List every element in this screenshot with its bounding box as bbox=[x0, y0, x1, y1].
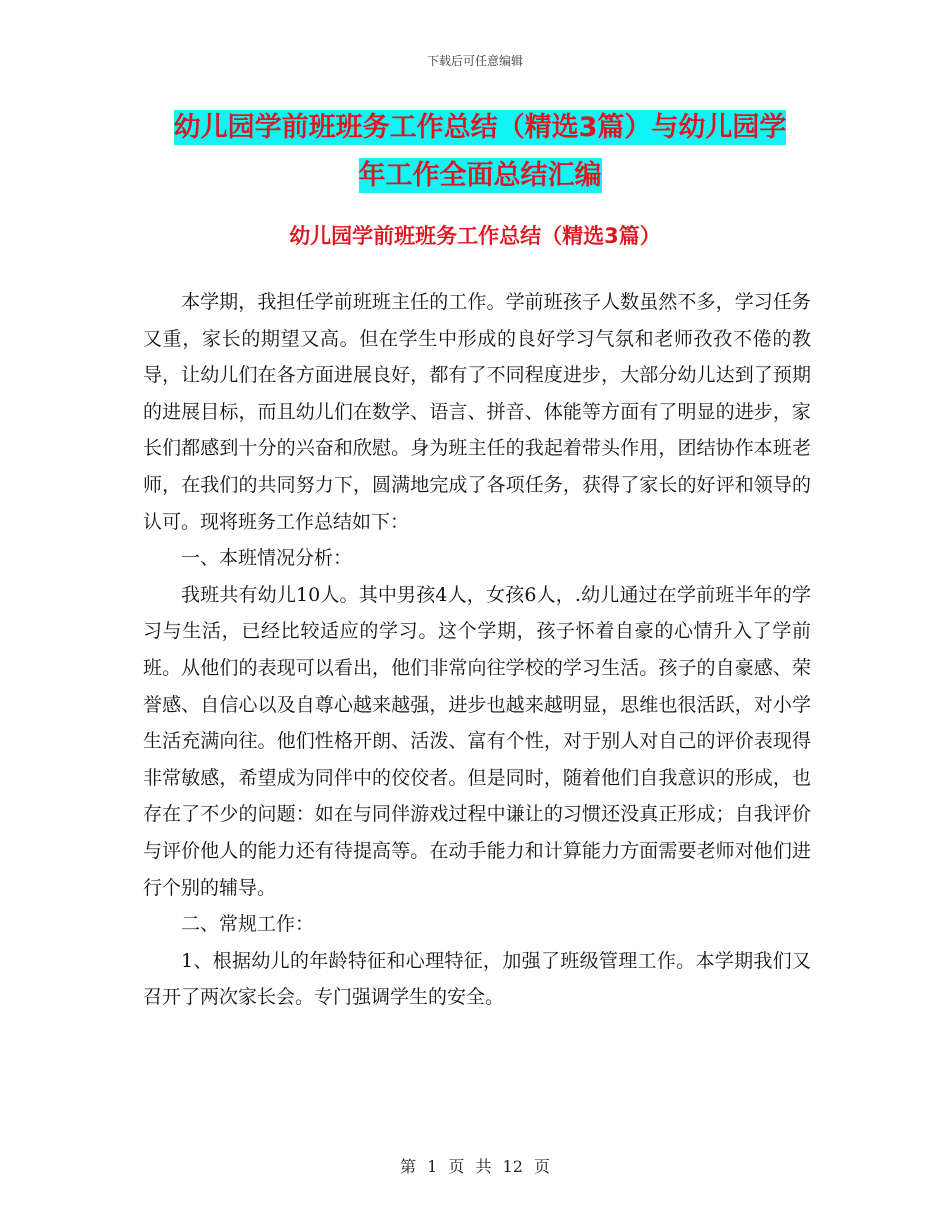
page-number-footer: 第 1 页 共 12 页 bbox=[400, 1157, 550, 1176]
heading-routine-work: 二、常规工作： bbox=[181, 913, 315, 936]
header-note: 下载后可任意编辑 bbox=[426, 54, 523, 68]
document-body bbox=[143, 284, 811, 1016]
heading-class-analysis: 一、本班情况分析： bbox=[181, 547, 353, 570]
paragraph-routine-work: 1、根据幼儿的年龄特征和心理特征，加强了班级管理工作。本学期我们又召开了两次家长会。专门强调学生的安全。 bbox=[143, 949, 811, 1009]
paragraph-class-analysis: 我班共有幼儿10人。其中男孩4人，女孩6人，.幼儿通过在学前班半年的学习与生活，已经比较适应的学习。这个学期，孩子怀着自豪的心情升入了学前班。从他们的表现可以看出，他们非常向往学校的学习生活。孩子的自豪感、荣誉感、自信心以及自尊心越来越强，进步也越来越明显，思维也很活跃，对小学生活充满向往。他们性格开朗、活泼、富有个性，对于别人对自己的评价表现得非常敏感，希望成为同伴中的佼佼者。但是同时，随着他们自我意识的形成，也存在了不少的问题：如在与同伴游戏过程中谦让的习惯还没真正形成；自我评价与评价他人的能力还有待提高等。在动手能力和计算能力方面需要老师对他们进行个别的辅导。 bbox=[143, 583, 811, 899]
document-title-line-1: 幼儿园学前班班务工作总结（精选3篇）与幼儿园学 bbox=[173, 112, 787, 143]
document-title bbox=[140, 104, 820, 200]
paragraph-intro: 本学期，我担任学前班班主任的工作。学前班孩子人数虽然不多，学习任务又重，家长的期望又高。但在学生中形成的良好学习气氛和老师孜孜不倦的教导，让幼儿们在各方面进展良好，都有了不同程度进步，大部分幼儿达到了预期的进展目标，而且幼儿们在数学、语言、拼音、体能等方面有了明显的进步，家长们都感到十分的兴奋和欣慰。身为班主任的我起着带头作用，团结协作本班老师，在我们的共同努力下，圆满地完成了各项任务，获得了家长的好评和领导的认可。现将班务工作总结如下： bbox=[143, 291, 811, 533]
section-title: 幼儿园学前班班务工作总结（精选3篇） bbox=[289, 224, 661, 248]
document-title-line-2: 年工作全面总结汇编 bbox=[358, 160, 602, 191]
